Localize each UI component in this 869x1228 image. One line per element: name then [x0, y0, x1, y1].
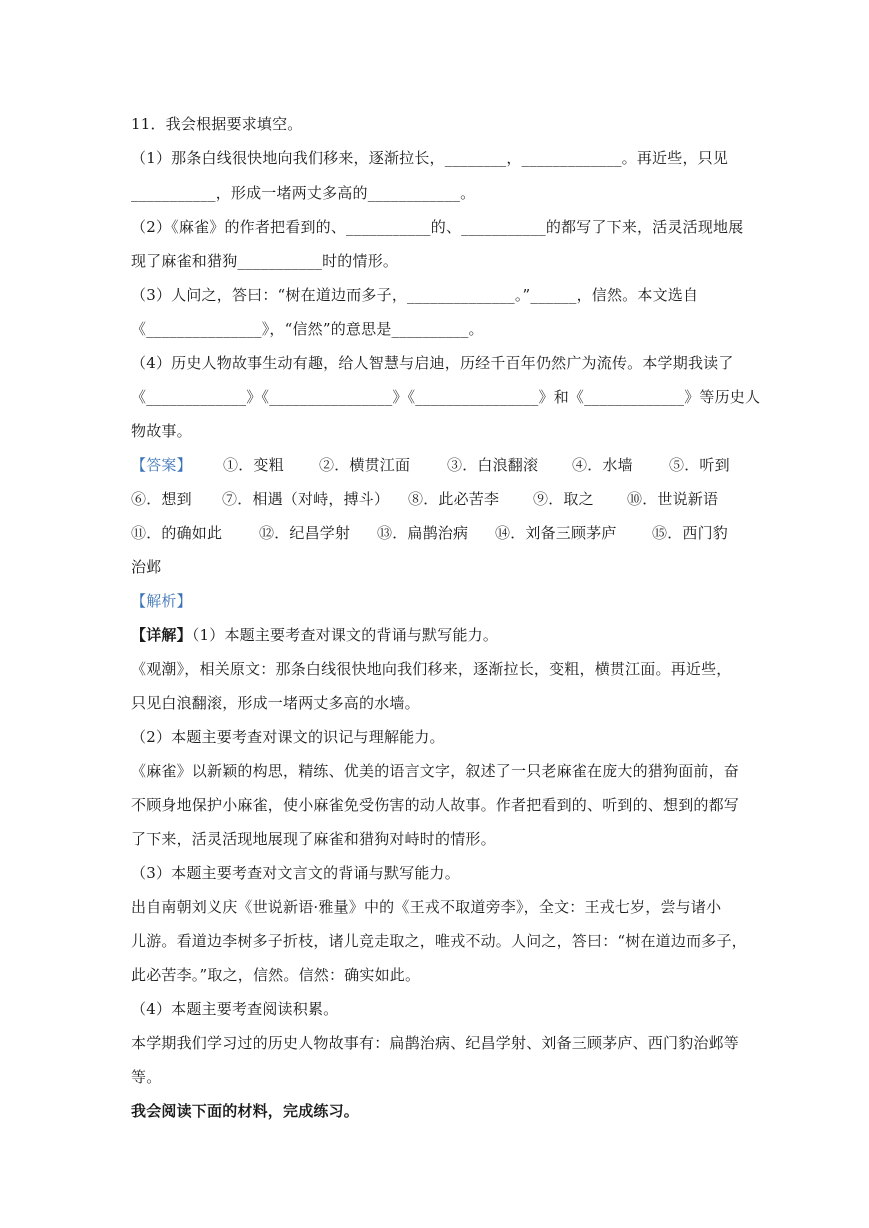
analysis-line-8: （3）本题主要考查对文言文的背诵与默写能力。 — [131, 864, 460, 882]
question-line-9: 物故事。 — [131, 422, 192, 440]
analysis-label: 【解析】 — [131, 592, 192, 610]
analysis-line-5: 《麻雀》以新颖的构思，精练、优美的语言文字，叙述了一只老麻雀在庞大的猎狗面前，奋 — [131, 762, 740, 780]
question-line-1: （1）那条白线很快地向我们移来，逐渐拉长，________，_____________。再近些，只见 — [131, 149, 729, 167]
answer-item: ③．白浪翻滚 — [447, 456, 539, 474]
answer-label: 【答案】 — [131, 456, 192, 474]
answer-row-3 — [131, 523, 728, 543]
question-line-4: 现了麻雀和猎狗___________时的情形。 — [131, 252, 399, 270]
analysis-text: （1）本题主要考查对课文的背诵与默写能力。 — [191, 626, 499, 644]
question-title: 11．我会根据要求填空。 — [131, 115, 303, 133]
answer-item: ⑧．此必苦李 — [408, 490, 500, 508]
question-line-8: 《_____________》《________________》《________________》和《_____________》等历史人 — [131, 388, 761, 406]
analysis-line-10: 儿游。看道边李树多子折枝，诸儿竞走取之，唯戎不动。人问之，答曰：“树在道边而多子， — [131, 932, 747, 950]
answer-item: ⑥．想到 — [131, 490, 192, 508]
analysis-line-14: 等。 — [131, 1068, 162, 1086]
answer-row-4: 治邺 — [131, 558, 162, 576]
analysis-line-4: （2）本题主要考查对课文的识记与理解能力。 — [131, 728, 445, 746]
detail-label: 【详解】 — [131, 626, 192, 644]
answer-item: ①．变粗 — [223, 456, 284, 474]
analysis-line-2: 《观潮》，相关原文：那条白线很快地向我们移来，逐渐拉长，变粗，横贯江面。再近些， — [131, 660, 732, 678]
answer-item: ⑦．相遇（对峙，搏斗） — [222, 490, 390, 508]
answer-item: ⑨．取之 — [533, 490, 594, 508]
answer-item: ⑫．纪昌学射 — [259, 524, 351, 542]
answer-item: ④．水墙 — [572, 456, 633, 474]
analysis-line-7: 了下来，活灵活现地展现了麻雀和猎狗对峙时的情形。 — [131, 830, 496, 848]
answer-item: ⑪．的确如此 — [131, 524, 223, 542]
question-line-5: （3）人问之，答曰：“树在道边而多子，______________。”______，信然。本文选自 — [131, 286, 699, 304]
answer-item: ⑩．世说新语 — [627, 490, 719, 508]
question-line-3: （2）《麻雀》的作者把看到的、___________的、___________的都写了下来，活灵活现地展 — [131, 218, 744, 236]
answer-item: ⑮．西门豹 — [652, 524, 729, 542]
next-section-heading: 我会阅读下面的材料，完成练习。 — [131, 1102, 360, 1120]
analysis-line-11: 此必苦李。”取之，信然。信然：确实如此。 — [131, 966, 421, 984]
analysis-line-1 — [131, 625, 498, 645]
analysis-line-13: 本学期我们学习过的历史人物故事有：扁鹊治病、纪昌学射、刘备三顾茅庐、西门豹治邺等 — [131, 1034, 740, 1052]
question-line-2: ___________，形成一堵两丈多高的____________。 — [131, 184, 476, 202]
answer-row-2 — [131, 489, 718, 509]
answer-item: ⑭．刘备三顾茅庐 — [495, 524, 617, 542]
answer-row-1 — [131, 455, 730, 475]
analysis-line-6: 不顾身地保护小麻雀，使小麻雀免受伤害的动人故事。作者把看到的、听到的、想到的都写 — [131, 796, 740, 814]
analysis-line-3: 只见白浪翻滚，形成一堵两丈多高的水墙。 — [131, 694, 420, 712]
answer-item: ⑬．扁鹊治病 — [377, 524, 469, 542]
analysis-line-12: （4）本题主要考查阅读积累。 — [131, 1000, 339, 1018]
answer-item: ⑤．听到 — [669, 456, 730, 474]
analysis-line-9: 出自南朝刘义庆《世说新语·雅量》中的《王戎不取道旁李》，全文：王戎七岁，尝与诸小 — [131, 898, 722, 916]
question-line-6: 《_______________》，“信然”的意思是__________。 — [131, 320, 484, 338]
question-line-7: （4）历史人物故事生动有趣，给人智慧与启迪，历经千百年仍然广为流传。本学期我读了 — [131, 354, 734, 372]
answer-item: ②．横贯江面 — [319, 456, 411, 474]
